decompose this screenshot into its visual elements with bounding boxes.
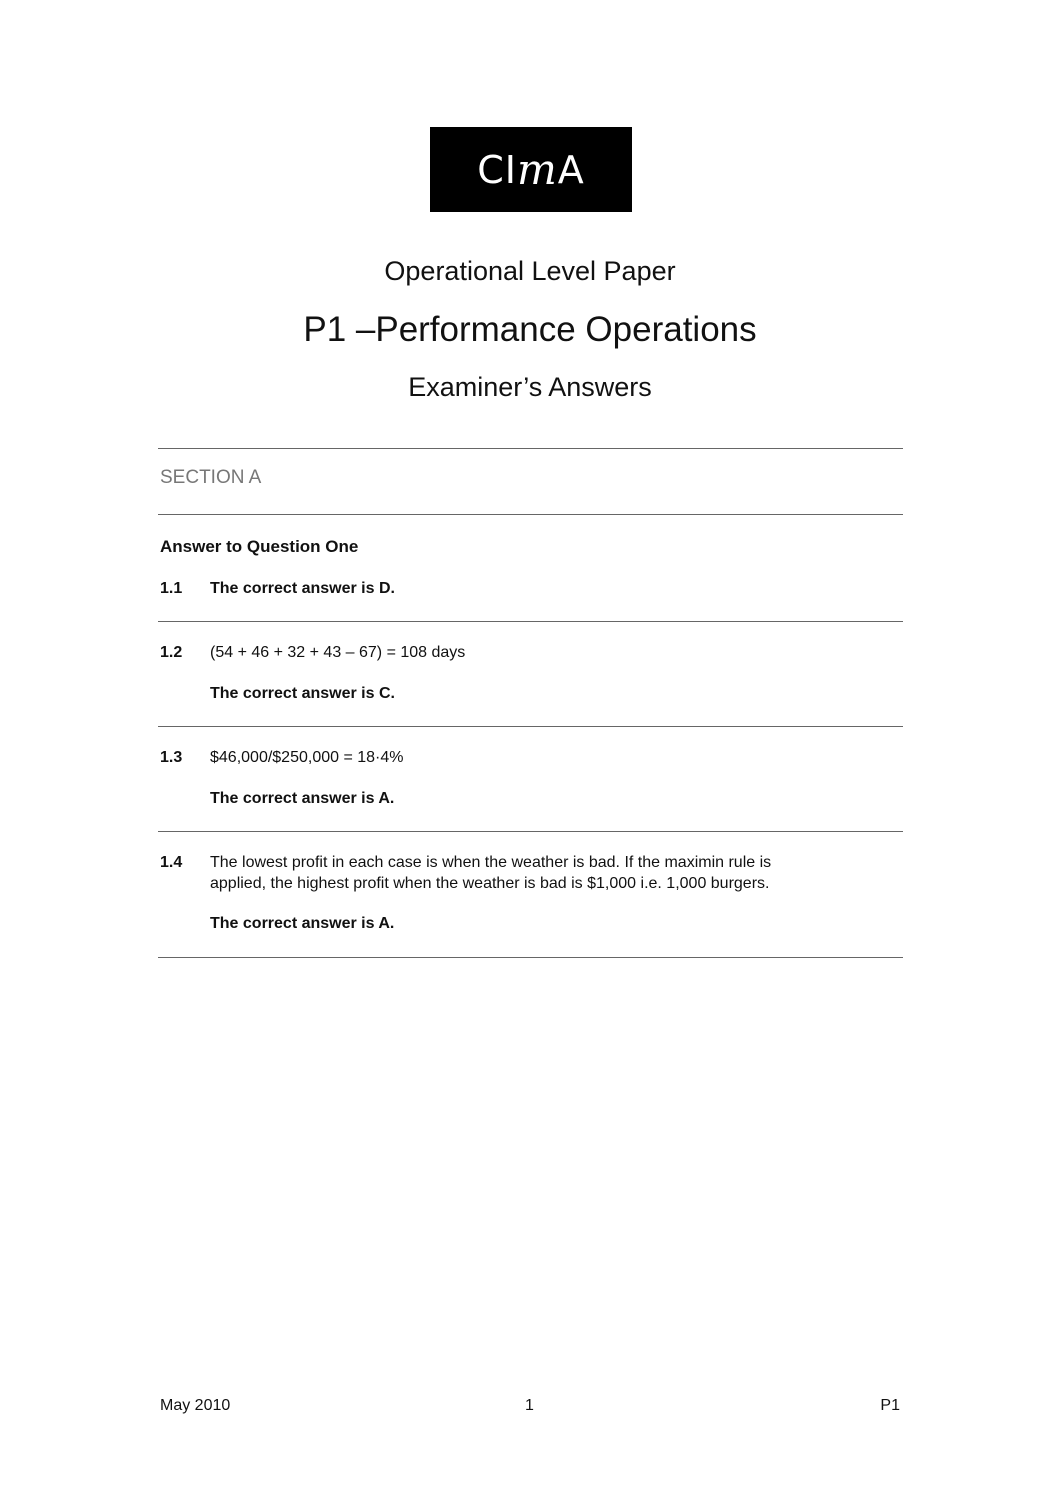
footer-page-number: 1 [525,1397,534,1414]
section-heading: SECTION A [160,467,262,488]
divider [158,726,903,727]
answer-number: 1.1 [160,580,183,597]
divider [158,957,903,958]
answer-working-line-2: applied, the highest profit when the weather is bad is $1,000 i.e. 1,000 burgers. [210,875,770,892]
paper-level: Operational Level Paper [384,256,676,286]
divider [158,514,903,515]
answer-number: 1.2 [160,644,183,661]
correct-answer: The correct answer is D. [210,580,395,597]
logo-text-3: A [557,147,585,192]
answer-working-line-1: The lowest profit in each case is when the weather is bad. If the maximin rule is [210,854,772,871]
logo-text-2: m [516,145,558,194]
paper-title: P1 –Performance Operations [303,310,757,349]
answer-number: 1.4 [160,854,183,871]
answer-working: (54 + 46 + 32 + 43 – 67) = 108 days [210,644,466,661]
divider [158,831,903,832]
question-heading: Answer to Question One [160,537,359,556]
cima-logo [430,127,632,212]
footer-date: May 2010 [160,1397,231,1414]
correct-answer: The correct answer is A. [210,915,395,932]
answer-number: 1.3 [160,749,183,766]
logo-text-1: CI [477,147,517,192]
correct-answer: The correct answer is C. [210,685,395,702]
paper-subtitle: Examiner’s Answers [408,372,652,402]
correct-answer: The correct answer is A. [210,790,395,807]
answer-working: $46,000/$250,000 = 18·4% [210,749,404,766]
divider [158,621,903,622]
divider [158,448,903,449]
footer-paper-code: P1 [880,1397,900,1414]
